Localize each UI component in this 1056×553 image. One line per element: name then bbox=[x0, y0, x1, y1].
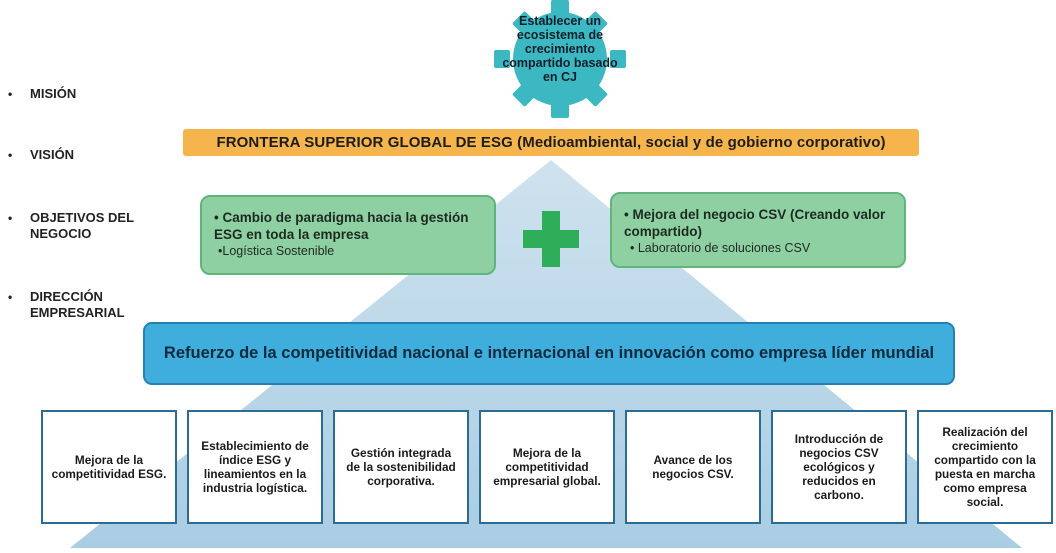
pillar-box bbox=[187, 410, 323, 524]
pillar-text: Establecimiento de índice ESG y lineamientos en la industria logística. bbox=[201, 439, 309, 495]
pillar-box bbox=[479, 410, 615, 524]
direction-text: Refuerzo de la competitividad nacional e internacional en innovación como empresa líder mundial bbox=[163, 344, 935, 362]
objective-box-csv bbox=[610, 192, 906, 268]
pillar-text: Avance de los negocios CSV. bbox=[652, 453, 734, 481]
bullet: • bbox=[8, 87, 13, 101]
pillar-box bbox=[917, 410, 1053, 524]
pillar-text: Introducción de negocios CSV ecológicos y reducidos en carbono. bbox=[794, 432, 884, 502]
vision-banner bbox=[183, 129, 919, 156]
pillar-text: Realización del crecimiento compartido con la puesta en marcha como empresa social. bbox=[934, 425, 1036, 509]
objective-subitem: • Laboratorio de soluciones CSV bbox=[630, 241, 811, 255]
pillar-box bbox=[771, 410, 907, 524]
objective-title: • Mejora del negocio CSV (Creando valor compartido) bbox=[624, 207, 886, 239]
bullet: • bbox=[8, 211, 13, 225]
bullet: • bbox=[8, 290, 13, 304]
vision-text: FRONTERA SUPERIOR GLOBAL DE ESG (Medioambiental, social y de gobierno corporativo) bbox=[216, 134, 886, 151]
objective-box-esg bbox=[200, 195, 496, 275]
bullet: • bbox=[8, 148, 13, 162]
pillar-text: Mejora de la competitividad ESG. bbox=[51, 453, 167, 481]
direction-bar bbox=[143, 322, 955, 385]
pillar-text: Gestión integrada de la sostenibilidad corporativa. bbox=[346, 446, 456, 488]
sidebar-item-label: VISIÓN bbox=[30, 147, 75, 162]
pillar-box bbox=[333, 410, 469, 524]
sidebar-item-label: DIRECCIÓN EMPRESARIAL bbox=[30, 289, 125, 320]
sidebar-item-label: OBJETIVOS DEL NEGOCIO bbox=[30, 210, 134, 241]
objective-subitem: •Logística Sostenible bbox=[218, 244, 335, 258]
pillar-box bbox=[625, 410, 761, 524]
mission-text: Establecer un ecosistema de crecimiento compartido basado en CJ bbox=[502, 14, 618, 84]
pillar-box bbox=[41, 410, 177, 524]
objective-title: • Cambio de paradigma hacia la gestión ESG en toda la empresa bbox=[214, 210, 469, 242]
pillar-text: Mejora de la competitividad empresarial global. bbox=[493, 446, 601, 488]
sidebar-item-label: MISIÓN bbox=[30, 86, 77, 101]
plus-icon bbox=[523, 211, 579, 267]
